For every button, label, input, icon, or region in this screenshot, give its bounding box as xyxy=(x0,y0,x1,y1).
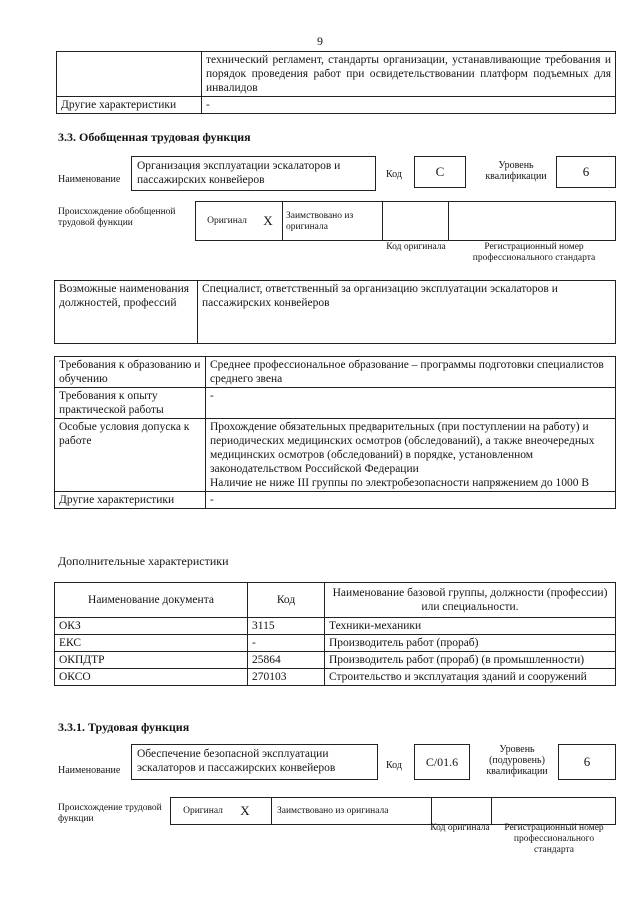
add-header-code: Код xyxy=(248,583,325,618)
add-cell-doc: ЕКС xyxy=(55,635,248,652)
top-table-empty-cell xyxy=(57,52,202,97)
tf-name-value: Обеспечение безопасной эксплуатации эскалаторов и пассажирских конвейеров xyxy=(131,744,378,780)
table-row xyxy=(55,388,616,419)
add-cell-doc: ОКСО xyxy=(55,669,248,686)
table-row xyxy=(55,618,616,635)
otf-name-label: Наименование xyxy=(58,174,121,185)
tf-code-label: Код xyxy=(386,760,402,771)
additional-heading: Дополнительные характеристики xyxy=(58,554,229,568)
add-cell-name: Производитель работ (прораб) (в промышленности) xyxy=(325,652,616,669)
otf-code-value: С xyxy=(414,156,466,188)
add-cell-doc: ОКЗ xyxy=(55,618,248,635)
req-value-medical: Прохождение обязательных предварительных (при поступлении на работу) и периодических медицинских осмотров (обследований), а также внеочередных медицинских осмотров (обследований) в порядке, установленном законодательством Российской Федерации xyxy=(210,421,595,475)
add-cell-name: Строительство и эксплуатация зданий и сооружений xyxy=(325,669,616,686)
table-row xyxy=(55,419,616,492)
top-table xyxy=(56,51,616,114)
tf-level-label: Уровень (подуровень) квалификации xyxy=(486,744,548,777)
additional-table xyxy=(54,582,616,686)
req-label: Требования к опыту практической работы xyxy=(55,388,206,419)
top-table-cont-text: технический регламент, стандарты организации, устанавливающие требования и порядок проведения работ при освидетельствовании платформ подъемных для инвалидов xyxy=(202,52,616,97)
add-cell-name: Техники-механики xyxy=(325,618,616,635)
tf-name-label: Наименование xyxy=(58,765,121,776)
table-row xyxy=(55,492,616,509)
table-row xyxy=(55,652,616,669)
otf-original-mark: X xyxy=(263,213,273,228)
positions-label: Возможные наименования должностей, профессий xyxy=(55,281,198,344)
section-heading-3-3-1: 3.3.1. Трудовая функция xyxy=(58,720,190,734)
table-row xyxy=(55,669,616,686)
add-cell-doc: ОКПДТР xyxy=(55,652,248,669)
add-header-doc: Наименование документа xyxy=(55,583,248,618)
otf-origin-grid xyxy=(195,201,616,241)
otf-reg-num-label: Регистрационный номер профессионального стандарта xyxy=(472,242,596,263)
req-value: - xyxy=(206,492,616,509)
table-row xyxy=(55,357,616,388)
tf-level-value: 6 xyxy=(558,744,616,780)
req-label: Особые условия допуска к работе xyxy=(55,419,206,492)
req-value xyxy=(206,419,616,492)
add-cell-code: 3115 xyxy=(248,618,325,635)
add-cell-code: - xyxy=(248,635,325,652)
otf-original-label: Оригинал xyxy=(207,215,247,226)
tf-code-value: С/01.6 xyxy=(414,744,470,780)
tf-origin-label: Происхождение трудовой функции xyxy=(58,803,162,824)
req-value: Среднее профессиональное образование – программы подготовки специалистов среднего звена xyxy=(206,357,616,388)
add-cell-name: Производитель работ (прораб) xyxy=(325,635,616,652)
req-label: Другие характеристики xyxy=(55,492,206,509)
otf-name-value: Организация эксплуатации эскалаторов и пассажирских конвейеров xyxy=(131,156,376,191)
otf-origin-label: Происхождение обобщенной трудовой функции xyxy=(58,207,176,228)
table-row xyxy=(55,635,616,652)
top-table-other-value: - xyxy=(202,97,616,114)
otf-code-label: Код xyxy=(386,169,402,180)
positions-table xyxy=(54,280,616,344)
tf-borrowed-label: Заимствовано из оригинала xyxy=(277,806,389,816)
otf-level-label: Уровень квалификации xyxy=(485,160,547,182)
table-header-row xyxy=(55,583,616,618)
req-value-electrical: Наличие не ниже III группы по электробезопасности напряжением до 1000 В xyxy=(210,477,589,489)
req-value: - xyxy=(206,388,616,419)
add-header-name: Наименование базовой группы, должности (профессии) или специальности. xyxy=(325,583,616,618)
requirements-table xyxy=(54,356,616,509)
otf-code-orig-label: Код оригинала xyxy=(386,242,446,252)
section-heading-3-3: 3.3. Обобщенная трудовая функция xyxy=(58,130,251,144)
tf-origin-grid xyxy=(170,797,616,825)
tf-code-orig-label: Код оригинала xyxy=(430,823,490,833)
add-cell-code: 25864 xyxy=(248,652,325,669)
page-number: 9 xyxy=(317,34,323,48)
tf-original-label: Оригинал xyxy=(183,805,223,816)
positions-value: Специалист, ответственный за организацию эксплуатации эскалаторов и пассажирских конвейеров xyxy=(198,281,616,344)
tf-original-mark: X xyxy=(240,803,250,818)
tf-reg-num-label: Регистрационный номер профессионального стандарта xyxy=(504,823,604,855)
otf-borrowed-label: Заимствовано из оригинала xyxy=(286,211,354,232)
req-label: Требования к образованию и обучению xyxy=(55,357,206,388)
otf-level-value: 6 xyxy=(556,156,616,188)
add-cell-code: 270103 xyxy=(248,669,325,686)
top-table-other-label: Другие характеристики xyxy=(57,97,202,114)
